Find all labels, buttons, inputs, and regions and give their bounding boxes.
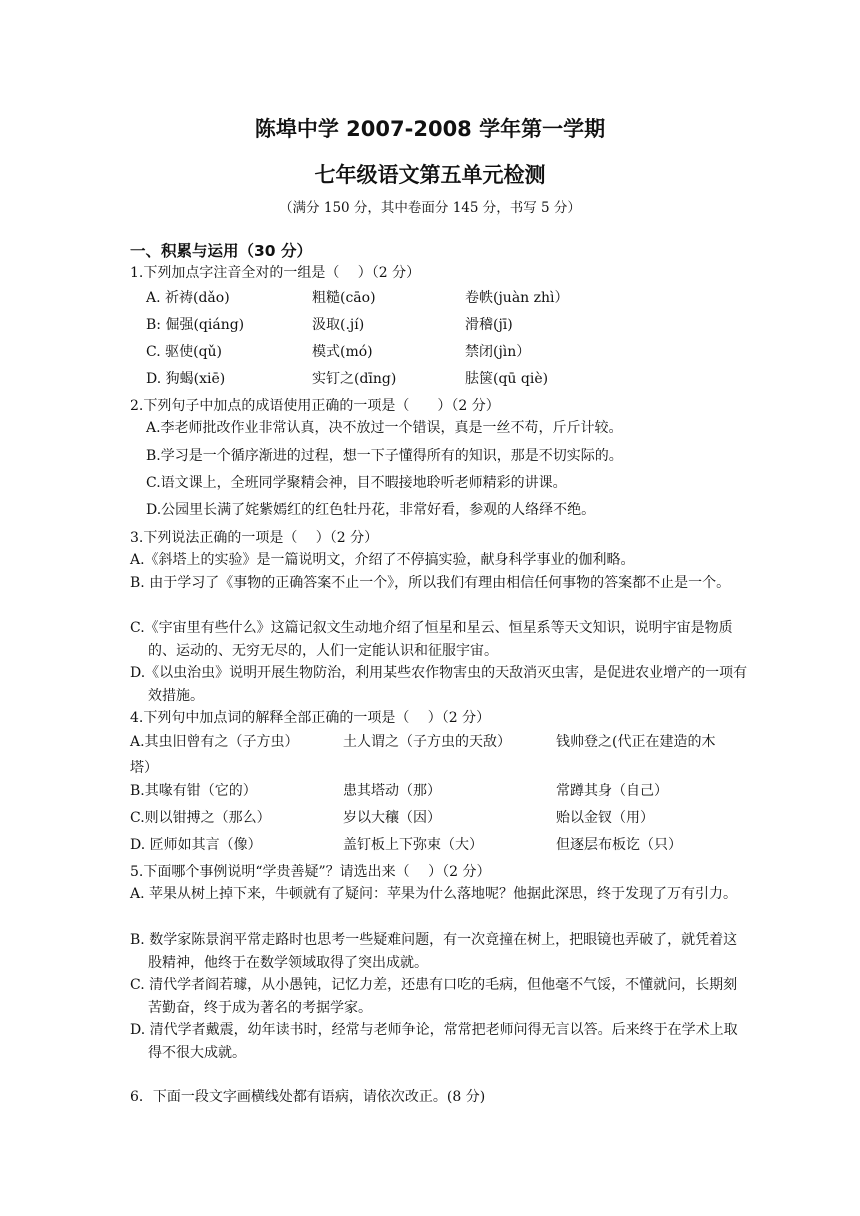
question-1-stem: 1.下列加点字注音全对的一组是（ ）（2 分）	[130, 265, 421, 281]
q4-option-b-item1: B.其喙有钳（它的）	[130, 783, 257, 799]
section-heading: 一、积累与运用（30 分）	[130, 242, 312, 260]
q4-option-c-item2: 岁以大穰（因）	[343, 810, 441, 826]
q1-option-a-word2: 粗糙(cāo)	[312, 290, 376, 306]
q3-option-d: D.《以虫治虫》说明开展生物防治，利用某些农作物害虫的天敌消灭虫害，是促进农业增产的一项有效措施。	[130, 665, 748, 704]
q5-option-d: D. 清代学者戴震，幼年读书时，经常与老师争论，常常把老师问得无言以答。后来终于在学术上取得不很大成就。	[130, 1022, 738, 1061]
q4-option-c-item1: C.则以钳搏之（那么）	[130, 810, 271, 826]
q4-option-a-continuation: 塔）	[130, 760, 158, 776]
q4-option-a-item3: 钱帅登之(代正在建造的木	[556, 734, 716, 750]
q4-option-d-item1: D. 匠师如其言（像）	[130, 837, 262, 853]
q2-option-b: B.学习是一个循序渐进的过程，想一下子懂得所有的知识，那是不切实际的。	[146, 448, 623, 464]
question-3-stem: 3.下列说法正确的一项是（ ）（2 分）	[130, 530, 379, 546]
q4-option-d-item2: 盖钉板上下弥束（大）	[343, 837, 483, 853]
q1-option-d-word3: 胠箧(qū qiè)	[465, 371, 549, 387]
question-4-stem: 4.下列句中加点词的解释全部正确的一项是（ ）（2 分）	[130, 710, 491, 726]
q4-option-a-item2: 土人谓之（子方虫的天敌）	[343, 734, 511, 750]
q3-option-c: C.《宇宙里有些什么》这篇记叙文生动地介绍了恒星和星云、恒星系等天文知识，说明宇宙是物质的、运动的、无穷无尽的，人们一定能认识和征服宇宙。	[130, 620, 733, 659]
q4-option-c-item3: 贻以金钗（用）	[556, 810, 654, 826]
exam-title-school-term: 陈埠中学 2007-2008 学年第一学期	[254, 117, 606, 141]
question-2-stem: 2.下列句子中加点的成语使用正确的一项是（ ）（2 分）	[130, 398, 500, 414]
q2-option-c: C.语文课上，全班同学聚精会神，目不暇接地聆听老师精彩的讲课。	[146, 475, 567, 491]
q1-option-b-word2: 汲取(.jí)	[312, 317, 365, 333]
exam-title-grade-unit: 七年级语文第五单元检测	[314, 163, 546, 187]
score-note: （满分 150 分，其中卷面分 145 分，书写 5 分）	[279, 200, 581, 216]
q5-option-c: C. 清代学者阎若璩，从小愚钝，记忆力差，还患有口吃的毛病，但他毫不气馁，不懂就问，长期刻苦勤奋，终于成为著名的考据学家。	[130, 977, 738, 1016]
q2-option-a: A.李老师批改作业非常认真，决不放过一个错误，真是一丝不苟，斤斤计较。	[146, 420, 623, 436]
q1-option-a-word1: A. 祈祷(dǎo)	[146, 290, 230, 306]
q3-option-b: B. 由于学习了《事物的正确答案不止一个》，所以我们有理由相信任何事物的答案都不止是一个。	[130, 575, 731, 591]
q4-option-a-item1: A.其虫旧曾有之（子方虫）	[130, 734, 299, 750]
q1-option-d-word1: D. 狗蝎(xiē)	[146, 371, 226, 387]
q4-option-b-item2: 患其塔动（那）	[343, 783, 441, 799]
q4-option-d-item3: 但逐层布板讫（只）	[556, 837, 682, 853]
q3-option-a: A.《斜塔上的实验》是一篇说明文，介绍了不停搞实验，献身科学事业的伽利略。	[130, 552, 635, 568]
q5-option-b: B. 数学家陈景润平常走路时也思考一些疑难问题，有一次竟撞在树上，把眼镜也弄破了，就凭着这股精神，他终于在数学领域取得了突出成就。	[130, 932, 738, 971]
question-5-stem: 5.下面哪个事例说明“学贵善疑”？请选出来（ ）（2 分）	[130, 864, 491, 880]
q2-option-d: D.公园里长满了姹紫嫣红的红色牡丹花，非常好看，参观的人络绎不绝。	[146, 502, 596, 518]
q1-option-d-word2: 实钉之(dīng)	[312, 371, 397, 387]
q1-option-c-word2: 模式(mó)	[312, 344, 373, 360]
question-6-stem: 6．下面一段文字画横线处都有语病，请依次改正。(8 分)	[130, 1089, 486, 1105]
q1-option-c-word3: 禁闭(jìn）	[465, 344, 531, 360]
q1-option-c-word1: C. 驱使(qǔ)	[146, 344, 223, 360]
q1-option-a-word3: 卷帙(juàn zhì）	[465, 290, 569, 306]
q1-option-b-word1: B: 倔强(qiáng)	[146, 317, 245, 333]
q1-option-b-word3: 滑稽(jī)	[465, 317, 513, 333]
q4-option-b-item3: 常蹲其身（自己）	[556, 783, 668, 799]
q5-option-a: A. 苹果从树上掉下来，牛顿就有了疑问：苹果为什么落地呢？他据此深思，终于发现了万有引力。	[130, 886, 738, 902]
